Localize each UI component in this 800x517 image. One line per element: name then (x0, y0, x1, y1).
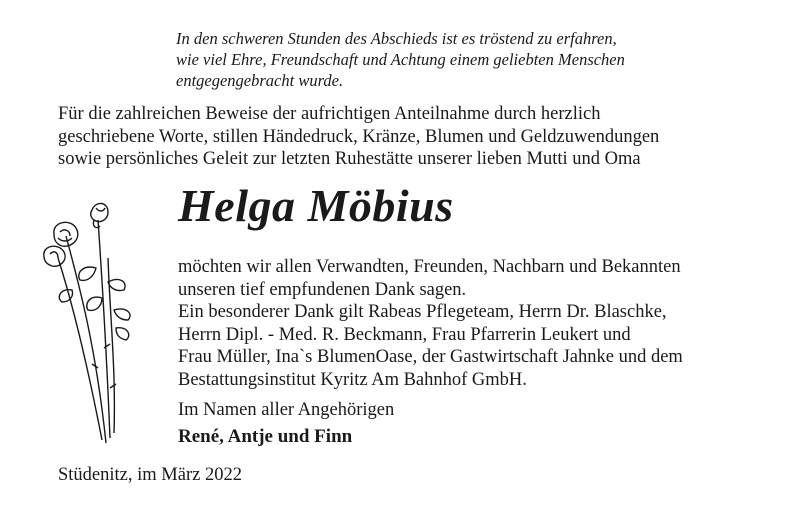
signers: René, Antje und Finn (178, 426, 353, 447)
thanks-line: Herrn Dipl. - Med. R. Beckmann, Frau Pfarrerin Leukert und (178, 324, 631, 345)
intro-paragraph (58, 103, 778, 171)
roses-icon (36, 198, 146, 448)
thanks-line: möchten wir allen Verwandten, Freunden, Nachbarn und Bekannten (178, 257, 681, 277)
place-date: Stüdenitz, im März 2022 (58, 465, 242, 485)
intro-line: geschriebene Worte, stillen Händedruck, Kränze, Blumen und Geldzuwendungen (58, 126, 660, 147)
quote-line: In den schweren Stunden des Abschieds ist es tröstend zu erfahren, (176, 29, 617, 48)
thanks-line: Bestattungsinstitut Kyritz Am Bahnhof GmbH. (178, 369, 527, 390)
intro-line: Für die zahlreichen Beweise der aufrichtigen Anteilnahme durch herzlich (58, 104, 601, 124)
opening-quote (176, 28, 736, 91)
thanks-paragraph (178, 256, 778, 392)
deceased-name: Helga Möbius (178, 180, 454, 231)
quote-line: wie viel Ehre, Freundschaft und Achtung einem geliebten Menschen (176, 50, 625, 69)
thanks-line: unseren tief empfundenen Dank sagen. (178, 279, 467, 300)
thanks-line: Frau Müller, Ina`s BlumenOase, der Gastwirtschaft Jahnke und dem (178, 347, 683, 368)
quote-line: entgegengebracht wurde. (176, 71, 344, 90)
on-behalf-line: Im Namen aller Angehörigen (178, 400, 395, 420)
intro-line: sowie persönliches Geleit zur letzten Ruhestätte unserer lieben Mutti und Oma (58, 149, 641, 169)
thanks-line: Ein besonderer Dank gilt Rabeas Pflegeteam, Herrn Dr. Blaschke, (178, 302, 667, 323)
